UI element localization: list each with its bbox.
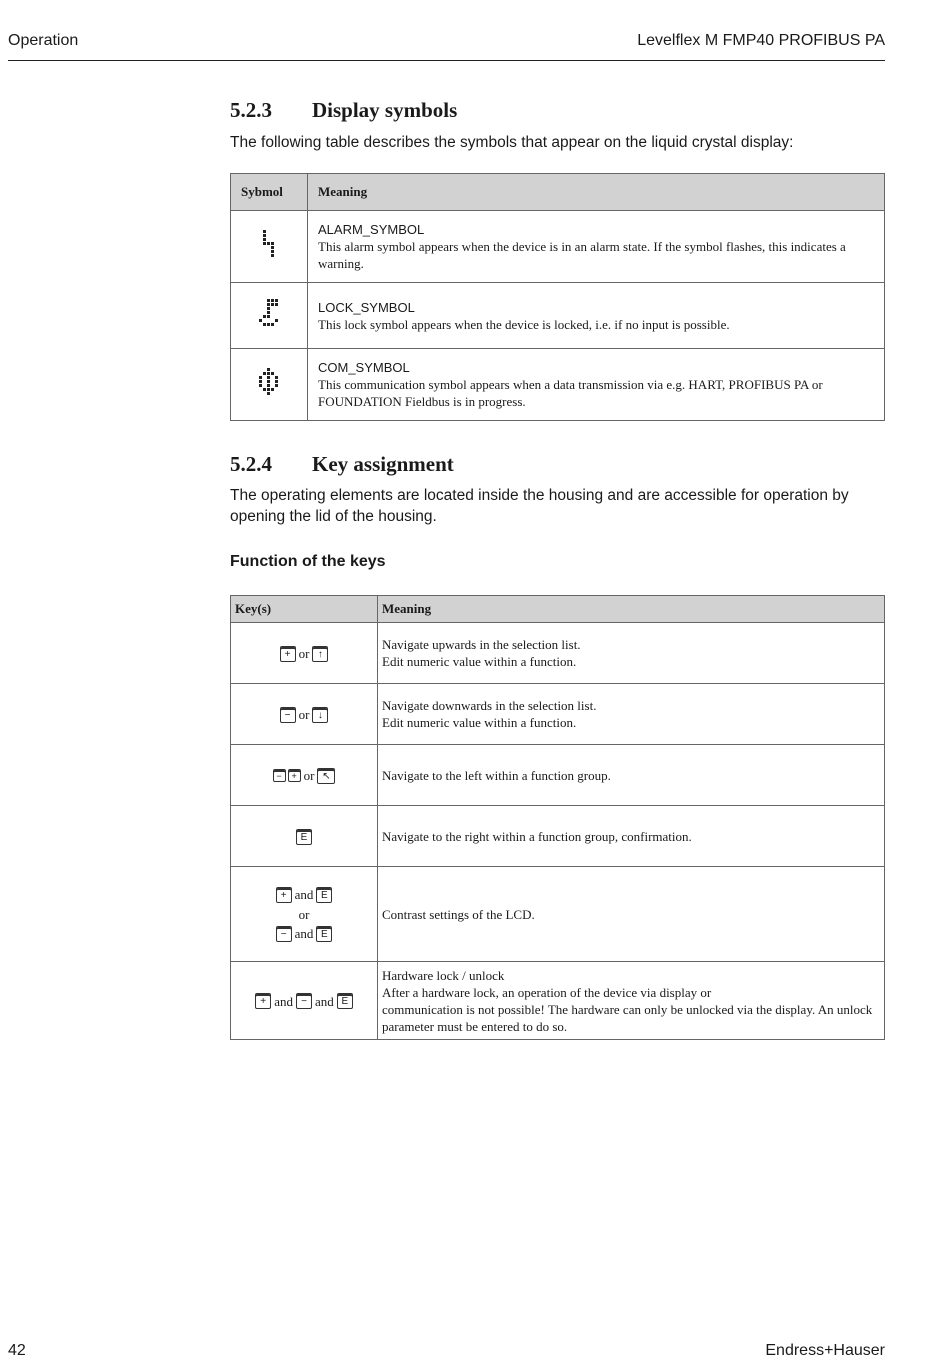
com-symbol-icon	[258, 368, 280, 398]
symbol-description: This communication symbol appears when a data transmission via e.g. HART, PROFIBUS PA or FOUNDATION Fieldbus is in progress.	[318, 377, 823, 409]
symbol-cell	[231, 349, 308, 421]
meaning-line: Navigate to the left within a function group.	[382, 767, 611, 783]
down-arrow-key-icon: ↓	[312, 707, 328, 723]
symbol-cell	[231, 211, 308, 283]
page-number: 42	[8, 1342, 26, 1359]
symbol-cell	[231, 283, 308, 349]
enter-key-icon: E	[296, 829, 312, 845]
and-label: and	[294, 925, 314, 941]
meaning-cell	[378, 745, 885, 806]
section-intro: The operating elements are located inside the housing and are accessible for operation by opening the lid of the housing.	[230, 487, 849, 525]
table-row	[231, 745, 885, 806]
table-row	[231, 349, 885, 421]
enter-key-icon: E	[316, 887, 332, 903]
plus-key-icon: +	[280, 646, 296, 662]
table-row	[231, 806, 885, 867]
meaning-cell	[308, 283, 885, 349]
or-label: or	[298, 906, 310, 922]
or-label: or	[298, 646, 310, 662]
keys-cell	[231, 623, 378, 684]
plus-key-icon: +	[255, 993, 271, 1009]
minus-key-icon: −	[276, 926, 292, 942]
meaning-line: Hardware lock / unlock	[382, 967, 505, 983]
keys-table	[230, 595, 885, 1040]
plus-key-icon: +	[276, 887, 292, 903]
column-header: Key(s)	[231, 596, 378, 623]
section-heading-display-symbols: 5.2.3 Display symbols	[230, 98, 458, 122]
symbol-description: This alarm symbol appears when the device is in an alarm state. If the symbol flashes, this indicates a warning.	[318, 239, 846, 271]
section-intro: The following table describes the symbols that appear on the liquid crystal display:	[230, 134, 794, 151]
table-row	[231, 623, 885, 684]
meaning-line: Contrast settings of the LCD.	[382, 906, 535, 922]
lock-symbol-icon	[258, 299, 280, 329]
table-row	[231, 962, 885, 1040]
and-label: and	[294, 887, 314, 903]
minus-key-icon: −	[280, 707, 296, 723]
or-label: or	[298, 707, 310, 723]
table-row	[231, 867, 885, 962]
meaning-line: Edit numeric value within a function.	[382, 654, 577, 669]
keys-cell	[231, 962, 378, 1040]
enter-key-icon: E	[337, 993, 353, 1009]
symbol-name: LOCK_SYMBOL	[318, 299, 415, 315]
up-arrow-key-icon: ↑	[312, 646, 328, 662]
enter-key-icon: E	[316, 926, 332, 942]
and-label: and	[315, 993, 334, 1009]
keys-cell	[231, 806, 378, 867]
meaning-line: Edit numeric value within a function.	[382, 715, 577, 730]
column-header: Meaning	[378, 596, 885, 623]
minus-key-icon: −	[296, 993, 312, 1009]
meaning-line: communication is not possible! The hardware can only be unlocked via the display. An unlock parameter must be entered to do so.	[382, 1001, 873, 1034]
symbol-description: This lock symbol appears when the device is locked, i.e. if no input is possible.	[318, 316, 730, 332]
escape-key-icon: ↖	[317, 768, 335, 784]
meaning-line: Navigate downwards in the selection list.	[382, 698, 597, 713]
header-product: Levelflex M FMP40 PROFIBUS PA	[637, 32, 885, 49]
symbol-name: ALARM_SYMBOL	[318, 222, 425, 237]
meaning-line: Navigate to the right within a function group, confirmation.	[382, 828, 692, 844]
alarm-symbol-icon	[261, 230, 277, 260]
meaning-cell	[378, 684, 885, 745]
symbol-name: COM_SYMBOL	[318, 360, 410, 375]
meaning-cell	[378, 867, 885, 962]
page-header	[8, 32, 885, 61]
subsection-heading: Function of the keys	[230, 553, 386, 570]
or-label: or	[303, 768, 315, 784]
meaning-line: Navigate upwards in the selection list.	[382, 637, 581, 652]
keys-cell	[231, 867, 378, 962]
header-section: Operation	[8, 32, 79, 49]
column-header: Meaning	[308, 174, 885, 211]
meaning-line: After a hardware lock, an operation of the device via display or	[382, 984, 712, 1000]
symbols-table	[230, 173, 885, 421]
keys-cell	[231, 745, 378, 806]
keys-cell	[231, 684, 378, 745]
minus-key-icon: −	[273, 769, 286, 782]
brand-name: Endress+Hauser	[765, 1342, 885, 1359]
meaning-cell	[308, 211, 885, 283]
table-row	[231, 283, 885, 349]
and-label: and	[274, 993, 293, 1009]
table-row	[231, 684, 885, 745]
plus-key-icon: +	[288, 769, 301, 782]
meaning-cell	[378, 806, 885, 867]
table-row	[231, 211, 885, 283]
column-header: Sybmol	[231, 174, 308, 211]
meaning-cell	[308, 349, 885, 421]
meaning-cell	[378, 623, 885, 684]
meaning-cell	[378, 962, 885, 1040]
section-heading-key-assignment: 5.2.4 Key assignment	[230, 452, 454, 476]
